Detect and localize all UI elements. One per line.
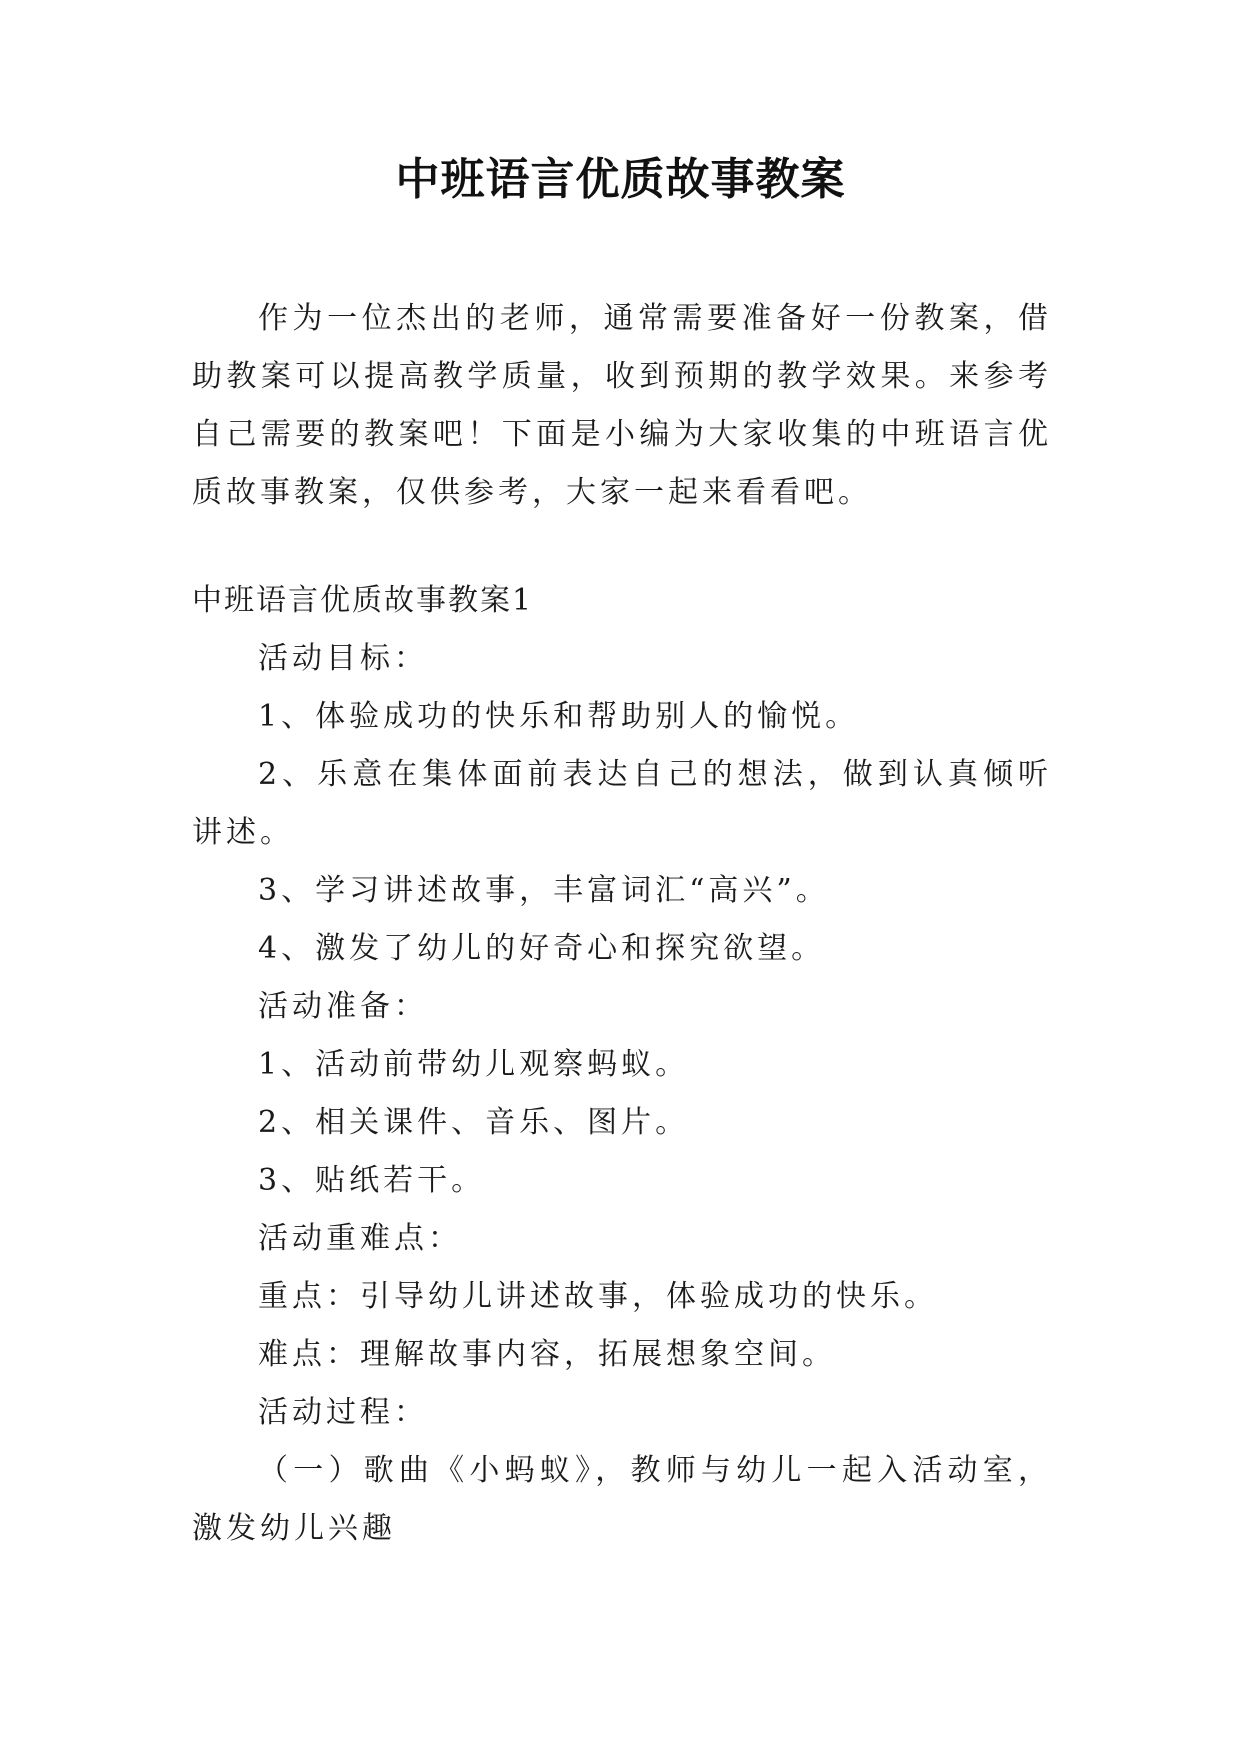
subheading-activity-goals: 活动目标： <box>258 641 428 676</box>
preparation-item-1: 1、活动前带幼儿观察蚂蚁。 <box>258 1047 690 1082</box>
goal-item-1: 1、体验成功的快乐和帮助别人的愉悦。 <box>258 699 860 734</box>
goal-item-4: 4、激发了幼儿的好奇心和探究欲望。 <box>258 931 826 966</box>
preparation-item-3: 3、贴纸若干。 <box>258 1163 486 1198</box>
preparation-item-2: 2、相关课件、音乐、图片。 <box>258 1105 690 1140</box>
document-title: 中班语言优质故事教案 <box>395 154 846 205</box>
goal-item-3: 3、学习讲述故事，丰富词汇“高兴”。 <box>258 873 830 908</box>
subheading-activity-process: 活动过程： <box>258 1395 428 1430</box>
lesson-plan-body <box>192 572 1052 1558</box>
subheading-key-difficult-points: 活动重难点： <box>258 1221 462 1256</box>
intro-paragraph: 作为一位杰出的老师，通常需要准备好一份教案，借助教案可以提高教学质量，收到预期的教学效果。来参考自己需要的教案吧！下面是小编为大家收集的中班语言优质故事教案，仅供参考，大家一起来看看吧。 <box>192 301 1052 510</box>
subheading-activity-preparation: 活动准备： <box>258 989 428 1024</box>
key-point: 重点：引导幼儿讲述故事，体验成功的快乐。 <box>258 1279 938 1314</box>
section-heading: 中班语言优质故事教案1 <box>192 583 534 618</box>
difficult-point: 难点：理解故事内容，拓展想象空间。 <box>258 1337 836 1372</box>
goal-item-2: 2、乐意在集体面前表达自己的想法，做到认真倾听讲述。 <box>192 757 1052 850</box>
process-step-1: （一）歌曲《小蚂蚁》，教师与幼儿一起入活动室，激发幼儿兴趣 <box>192 1453 1052 1546</box>
